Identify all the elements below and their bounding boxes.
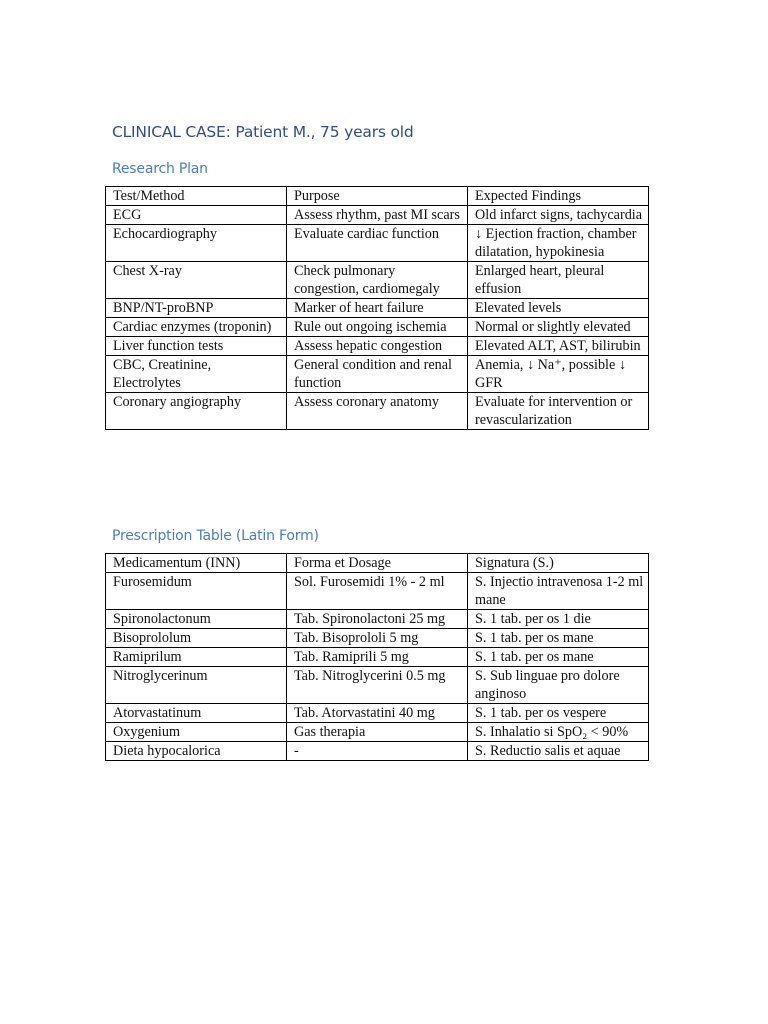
table-cell: Oxygenium (106, 723, 287, 742)
table-cell: Echocardiography (106, 225, 287, 262)
table-row (106, 742, 649, 761)
table-cell: Tab. Atorvastatini 40 mg (287, 704, 468, 723)
prescription-table (105, 553, 649, 761)
table-cell: Ramiprilum (106, 648, 287, 667)
table-row (106, 704, 649, 723)
table-cell: S. 1 tab. per os vespere (468, 704, 649, 723)
table-cell: Bisoprololum (106, 629, 287, 648)
table-row (106, 629, 649, 648)
table-cell: ↓ Ejection fraction, chamber dilatation, hypokinesia (468, 225, 649, 262)
table-cell: Anemia, ↓ Na⁺, possible ↓ GFR (468, 356, 649, 393)
table-row (106, 262, 649, 299)
table-cell: Tab. Bisoprololi 5 mg (287, 629, 468, 648)
table-cell: Assess hepatic congestion (287, 337, 468, 356)
table-cell: Furosemidum (106, 573, 287, 610)
table-row (106, 573, 649, 610)
header-cell: Purpose (287, 187, 468, 206)
table-cell: Check pulmonary congestion, cardiomegaly (287, 262, 468, 299)
header-cell: Medicamentum (INN) (106, 554, 287, 573)
table-cell: Cardiac enzymes (troponin) (106, 318, 287, 337)
table-cell: Sol. Furosemidi 1% - 2 ml (287, 573, 468, 610)
table-cell: - (287, 742, 468, 761)
header-cell: Expected Findings (468, 187, 649, 206)
table-cell: S. Sub linguae pro dolore anginoso (468, 667, 649, 704)
table-cell: Chest X-ray (106, 262, 287, 299)
table-cell: Evaluate cardiac function (287, 225, 468, 262)
research-plan-table (105, 186, 649, 430)
table-row (106, 393, 649, 430)
table-cell: ECG (106, 206, 287, 225)
table-row (106, 337, 649, 356)
table-cell: Tab. Ramiprili 5 mg (287, 648, 468, 667)
table-cell: General condition and renal function (287, 356, 468, 393)
prescription-table-heading: Prescription Table (Latin Form) (112, 528, 319, 544)
table-cell: Evaluate for intervention or revascularization (468, 393, 649, 430)
table-cell: Rule out ongoing ischemia (287, 318, 468, 337)
header-cell: Signatura (S.) (468, 554, 649, 573)
table-cell: Marker of heart failure (287, 299, 468, 318)
table-row (106, 356, 649, 393)
table-row (106, 667, 649, 704)
table-cell: Nitroglycerinum (106, 667, 287, 704)
header-cell: Forma et Dosage (287, 554, 468, 573)
table-cell: S. Injectio intravenosa 1-2 ml mane (468, 573, 649, 610)
research-plan-heading: Research Plan (112, 161, 208, 177)
table-cell: Tab. Nitroglycerini 0.5 mg (287, 667, 468, 704)
table-row (106, 648, 649, 667)
table-cell: Assess coronary anatomy (287, 393, 468, 430)
table-cell: Enlarged heart, pleural effusion (468, 262, 649, 299)
header-cell: Test/Method (106, 187, 287, 206)
table-cell: BNP/NT-proBNP (106, 299, 287, 318)
table-header-row (106, 187, 649, 206)
table-cell: S. 1 tab. per os mane (468, 648, 649, 667)
table-row (106, 723, 649, 742)
table-cell: Spironolactonum (106, 610, 287, 629)
table-cell: S. 1 tab. per os 1 die (468, 610, 649, 629)
table-cell: Assess rhythm, past MI scars (287, 206, 468, 225)
table-cell: Atorvastatinum (106, 704, 287, 723)
table-cell: Elevated levels (468, 299, 649, 318)
table-cell: Old infarct signs, tachycardia (468, 206, 649, 225)
table-row (106, 225, 649, 262)
document-title: CLINICAL CASE: Patient M., 75 years old (112, 123, 414, 141)
table-row (106, 206, 649, 225)
table-row (106, 610, 649, 629)
table-cell: Dieta hypocalorica (106, 742, 287, 761)
table-row (106, 318, 649, 337)
table-cell: S. 1 tab. per os mane (468, 629, 649, 648)
table-cell: Coronary angiography (106, 393, 287, 430)
table-cell: S. Inhalatio si SpO₂ < 90% (468, 723, 649, 742)
table-cell: Liver function tests (106, 337, 287, 356)
table-cell: Elevated ALT, AST, bilirubin (468, 337, 649, 356)
table-cell: S. Reductio salis et aquae (468, 742, 649, 761)
table-cell: Gas therapia (287, 723, 468, 742)
table-row (106, 299, 649, 318)
table-cell: CBC, Creatinine, Electrolytes (106, 356, 287, 393)
table-cell: Normal or slightly elevated (468, 318, 649, 337)
table-header-row (106, 554, 649, 573)
table-cell: Tab. Spironolactoni 25 mg (287, 610, 468, 629)
